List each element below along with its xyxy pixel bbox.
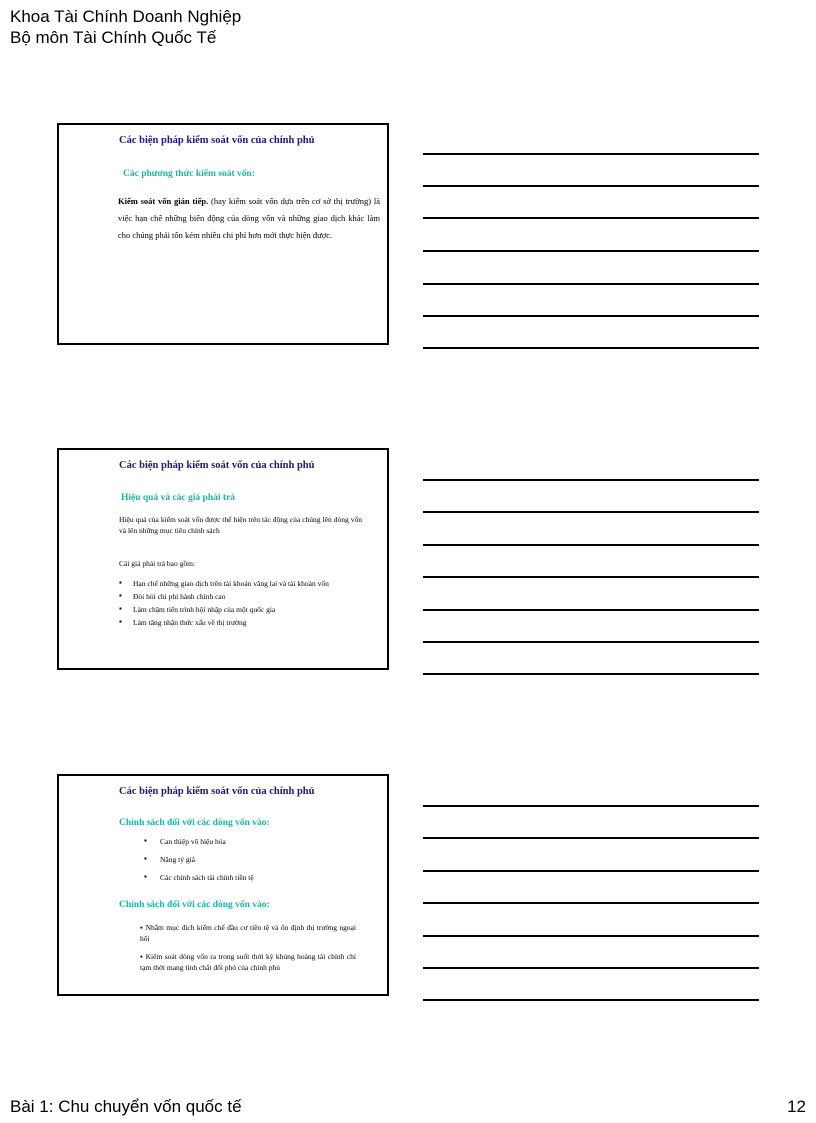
cost-list bbox=[119, 579, 329, 631]
note-line bbox=[423, 479, 759, 481]
note-line bbox=[423, 935, 759, 937]
note-line bbox=[423, 315, 759, 317]
note-line bbox=[423, 870, 759, 872]
note-line bbox=[423, 805, 759, 807]
slide-2 bbox=[57, 448, 389, 670]
note-line bbox=[423, 283, 759, 285]
list-item: ▪ Làm tăng nhận thức xấu về thị trường bbox=[119, 618, 329, 627]
page-header bbox=[10, 6, 241, 48]
note-line bbox=[423, 673, 759, 675]
body-lead: Kiểm soát vốn gián tiếp. bbox=[118, 196, 209, 206]
list-item: ▪ Nâng tỷ giá bbox=[144, 855, 254, 864]
body-text: (hay kiểm soát vốn dựa trên cơ sở thị trường) là việc hạn chế những biến động của dòng vốn và những giao dịch khác làm cho chúng phải tốn kém nhiều chi phí hơn mới thực hiện được. bbox=[118, 196, 380, 240]
note-line bbox=[423, 217, 759, 219]
policy-item-1: ▪ Nhằm mục đích kiểm chế đầu cơ tiền tệ và ổn định thị trường ngoại hối bbox=[140, 923, 356, 943]
note-line bbox=[423, 576, 759, 578]
note-line bbox=[423, 544, 759, 546]
list-item: ▪ Can thiệp vô hiệu hóa bbox=[144, 837, 254, 846]
slide-intro: Hiệu quả của kiểm soát vốn được thể hiện trên tác động của chúng lên dòng vốn và lên những mục tiêu chính sách bbox=[119, 515, 362, 535]
slide-subtitle-2: Chính sách đối với các dòng vốn vào: bbox=[119, 900, 270, 910]
slide-subtitle: Các phương thức kiểm soát vốn: bbox=[123, 169, 255, 179]
list-item: ▪ Các chính sách tài chính tiền tệ bbox=[144, 873, 254, 882]
policy-item-2: ▪ Kiểm soát dòng vốn ra trong suốt thời kỳ khủng hoảng tài chính chỉ tạm thời mang tính chất đối phó của chính phủ bbox=[140, 952, 356, 972]
slide-title: Các biện pháp kiểm soát vốn của chính phủ bbox=[119, 460, 315, 471]
list-item: ▪ Làm chậm tiến trình hội nhập của một quốc gia bbox=[119, 605, 329, 614]
note-line bbox=[423, 999, 759, 1001]
note-line bbox=[423, 153, 759, 155]
policy-list bbox=[144, 837, 254, 891]
slide-title: Các biện pháp kiểm soát vốn của chính phủ bbox=[119, 135, 315, 146]
note-line bbox=[423, 347, 759, 349]
note-line bbox=[423, 902, 759, 904]
slide-title: Các biện pháp kiểm soát vốn của chính phủ bbox=[119, 786, 315, 797]
note-line bbox=[423, 250, 759, 252]
note-line bbox=[423, 185, 759, 187]
slide-subtitle-1: Chính sách đối với các dòng vốn vào: bbox=[119, 818, 270, 828]
note-line bbox=[423, 511, 759, 513]
slide-3 bbox=[57, 774, 389, 996]
note-line bbox=[423, 641, 759, 643]
page-number: 12 bbox=[787, 1097, 806, 1116]
faculty-name: Khoa Tài Chính Doanh Nghiệp bbox=[10, 7, 242, 26]
list-item: ▪ Đòi hỏi chi phí hành chính cao bbox=[119, 592, 329, 601]
note-line bbox=[423, 609, 759, 611]
slide-1 bbox=[57, 123, 389, 345]
note-line bbox=[423, 837, 759, 839]
slide-subtitle: Hiệu quả và các giá phải trả bbox=[121, 493, 236, 503]
note-line bbox=[423, 967, 759, 969]
lesson-title: Bài 1: Chu chuyển vốn quốc tế bbox=[10, 1097, 242, 1116]
list-item: ▪ Hạn chế những giao dịch trên tài khoản vãng lai và tài khoản vốn bbox=[119, 579, 329, 588]
department-name: Bộ môn Tài Chính Quốc Tế bbox=[10, 28, 217, 47]
cost-label: Cái giá phải trả bao gồm: bbox=[119, 559, 196, 568]
slide-body bbox=[118, 193, 380, 244]
